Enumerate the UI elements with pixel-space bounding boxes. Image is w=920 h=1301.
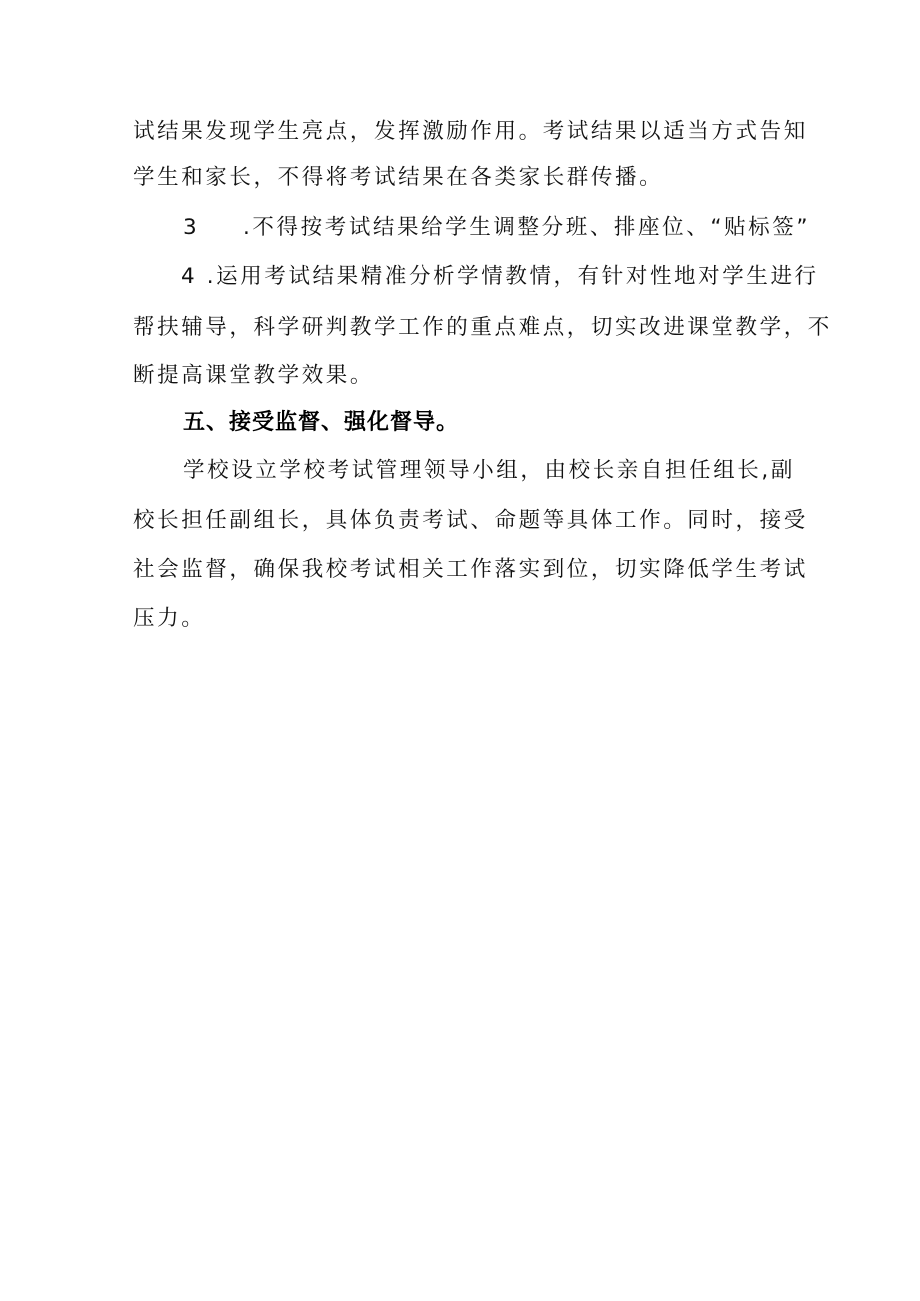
- section5-line3: 社会监督，确保我校考试相关工作落实到位，切实降低学生考试: [133, 557, 808, 582]
- section5-line2: 校长担任副组长，具体负责考试、命题等具体工作。同时，接受: [133, 508, 808, 533]
- item4-line1: 4 .运用考试结果精准分析学情教情，有针对性地对学生进行: [181, 264, 819, 289]
- item4-line2: 帮扶辅导，科学研判教学工作的重点难点，切实改进课堂教学，不: [133, 315, 832, 340]
- para1-line2: 学生和家长，不得将考试结果在各类家长群传播。: [133, 165, 664, 190]
- item4-line3: 断提高课堂教学效果。: [133, 363, 375, 388]
- section5-line1: 学校设立学校考试管理领导小组，由校长亲自担任组长,副: [183, 458, 795, 483]
- item3-text: .不得按考试结果给学生调整分班、排座位、“贴标签”: [243, 215, 811, 240]
- para1-line1: 试结果发现学生亮点，发挥激励作用。考试结果以适当方式告知: [133, 119, 808, 144]
- section5-line4: 压力。: [133, 606, 206, 631]
- section5-heading: 五、接受监督、强化督导。: [183, 410, 460, 435]
- item3-number: 3: [183, 215, 200, 240]
- item3-line: [183, 213, 810, 243]
